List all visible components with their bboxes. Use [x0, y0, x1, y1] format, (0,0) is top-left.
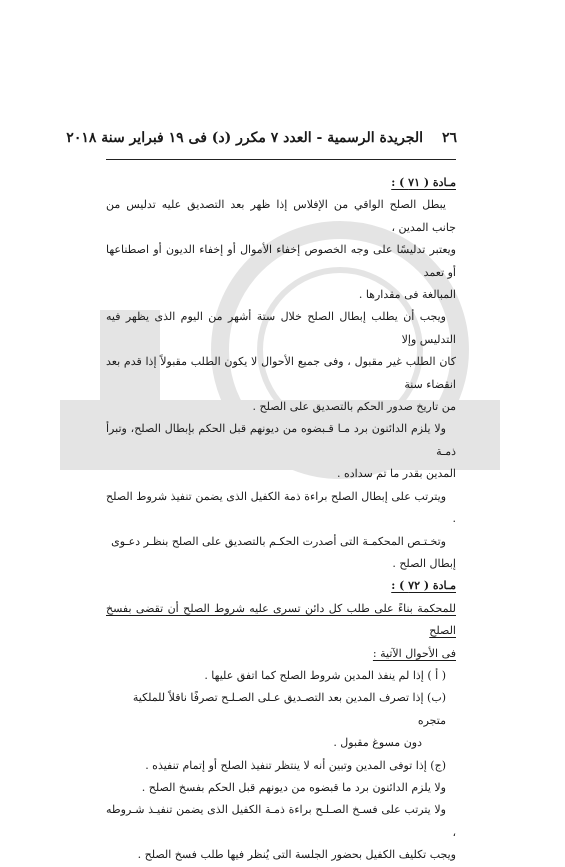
article-72-line: ويجب تكليف الكفيل بحضور الجلسة التى يُنظر فيها طلب فسخ الصلح .	[137, 848, 456, 862]
article-72-clause-a: ( أ ) إذا لم ينفذ المدين شروط الصلح كما اتفق عليها .	[204, 668, 446, 682]
gazette-header	[66, 130, 457, 152]
page-number: ٢٦	[441, 130, 457, 146]
article-72-line: للمحكمة بناءً على طلب كل دائن تسرى عليه شروط الصلح أن تقضى بفسخ الصلح	[106, 601, 456, 638]
article-71-heading: مـادة ( ٧١ ) :	[391, 176, 456, 189]
article-71-line: ويعتبر تدليسًا على وجه الخصوص إخفاء الأموال أو إخفاء الديون أو اصطناعها أو تعمد	[106, 243, 456, 279]
law-text	[106, 172, 456, 867]
article-72-line: ولا يترتب على فسـخ الصـلـح براءة ذمـة الكفيل الذى يضمن تنفيـذ شـروطه ،	[106, 803, 456, 839]
article-72-line: دون مسوغ مقبول .	[333, 736, 422, 750]
article-71-line: ويترتب على إبطال الصلح براءة ذمة الكفيل الذى يضمن تنفيذ شروط الصلح .	[106, 489, 456, 526]
article-71-line: المبالغة فى مقدارها .	[358, 288, 456, 302]
article-72-clause-c: (ج) إذا توفى المدين وتبين أنه لا ينتظر تنفيذ الصلح أو إتمام تنفيذه .	[145, 758, 446, 772]
article-72-line: فى الأحوال الآتية :	[372, 646, 456, 660]
article-71-line: ويجب أن يطلب إبطال الصلح خلال ستة أشهر من اليوم الذى يظهر فيه التدليس وإلا	[106, 310, 456, 346]
article-72-heading: مـادة ( ٧٢ ) :	[391, 579, 456, 593]
article-71-line: وتخـتـص المحكمـة التى أصدرت الحكـم بالتصديق على الصلح بنظـر دعـوى	[111, 534, 446, 548]
article-72-line: ولا يلزم الدائنون برد ما قبضوه من ديونهم قبل الحكم بفسخ الصلح .	[141, 780, 446, 794]
article-72-clause-b: (ب) إذا تصرف المدين بعد التصـديق عـلى الصـلـح تصرفًا ناقلاً للملكية متجره	[132, 691, 446, 727]
article-71-line: ولا يلزم الدائنون برد مـا قـبضوه من ديونهم قبل الحكم بإبطال الصلح، وتبرأ ذمـة	[106, 422, 456, 458]
header-divider	[106, 159, 456, 160]
article-71-line: المدين بقدر ما تم سداده .	[336, 467, 456, 481]
gazette-title: الجريدة الرسمية - العدد ٧ مكرر (د) فى ١٩ فبراير سنة ٢٠١٨	[66, 130, 423, 146]
article-71-line: من تاريخ صدور الحكم بالتصديق على الصلح .	[252, 400, 456, 414]
article-71-line: يبطل الصلح الواقي من الإفلاس إذا ظهر بعد التصديق عليه تدليس من جانب المدين ،	[106, 198, 456, 234]
article-71-line: إبطال الصلح .	[392, 556, 456, 570]
article-71-line: كان الطلب غير مقبول ، وفى جميع الأحوال لا يكون الطلب مقبولاً إذا قدم بعد انقضاء سنة	[106, 355, 456, 391]
